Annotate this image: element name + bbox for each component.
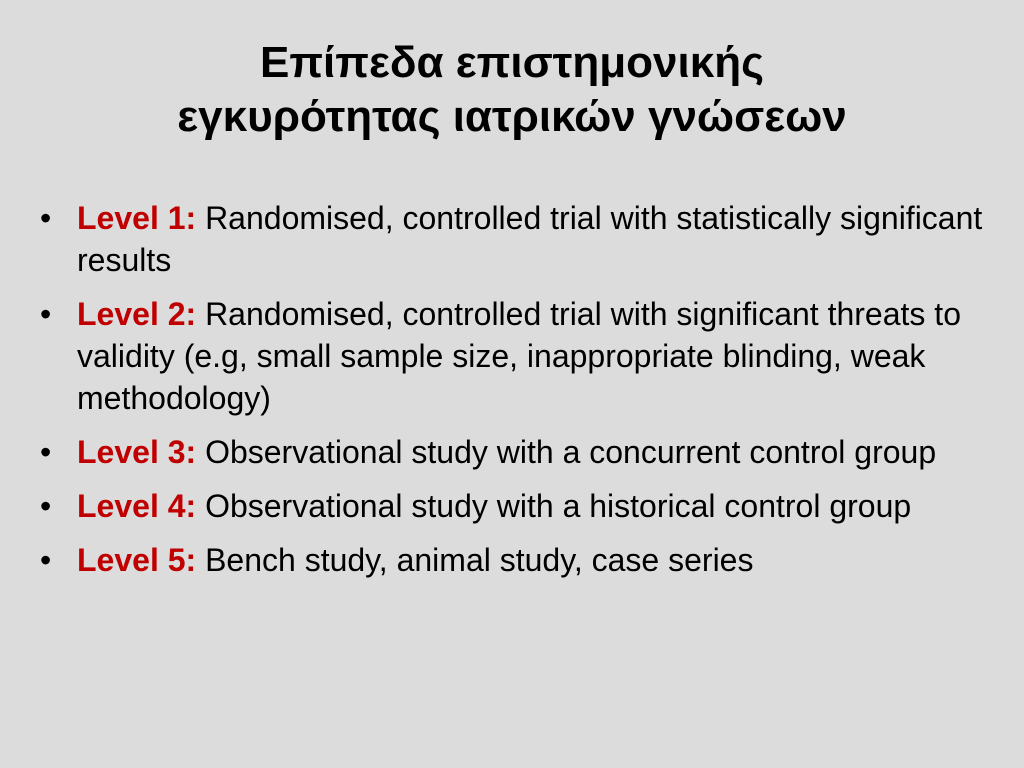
level-4-text: Observational study with a historical control group: [196, 488, 912, 524]
level-2-item: [40, 293, 990, 419]
level-4-item: [40, 485, 990, 527]
slide-title-line-2: εγκυρότητας ιατρικών γνώσεων: [177, 92, 847, 141]
level-5-label: Level 5:: [77, 542, 197, 578]
level-1-item: [40, 197, 990, 281]
bullet-icon: •: [40, 542, 52, 578]
bullet-icon: •: [40, 296, 52, 332]
slide-title: [40, 36, 984, 144]
level-2-text: Randomised, controlled trial with significant threats to validity (e.g, small sample size, inappropriate blinding, weak methodology): [77, 296, 961, 416]
bullet-icon: •: [40, 434, 52, 470]
level-5-item: [40, 539, 990, 581]
levels-list: [40, 197, 990, 593]
level-3-label: Level 3:: [77, 434, 197, 470]
level-2-label: Level 2:: [77, 296, 197, 332]
level-3-text: Observational study with a concurrent control group: [196, 434, 937, 470]
level-1-label: Level 1:: [77, 200, 197, 236]
level-3-item: [40, 431, 990, 473]
bullet-icon: •: [40, 488, 52, 524]
level-4-label: Level 4:: [77, 488, 197, 524]
level-5-text: Bench study, animal study, case series: [196, 542, 754, 578]
slide-title-line-1: Επίπεδα επιστημονικής: [260, 38, 764, 87]
level-1-text: Randomised, controlled trial with statistically significant results: [77, 200, 983, 278]
bullet-icon: •: [40, 200, 52, 236]
